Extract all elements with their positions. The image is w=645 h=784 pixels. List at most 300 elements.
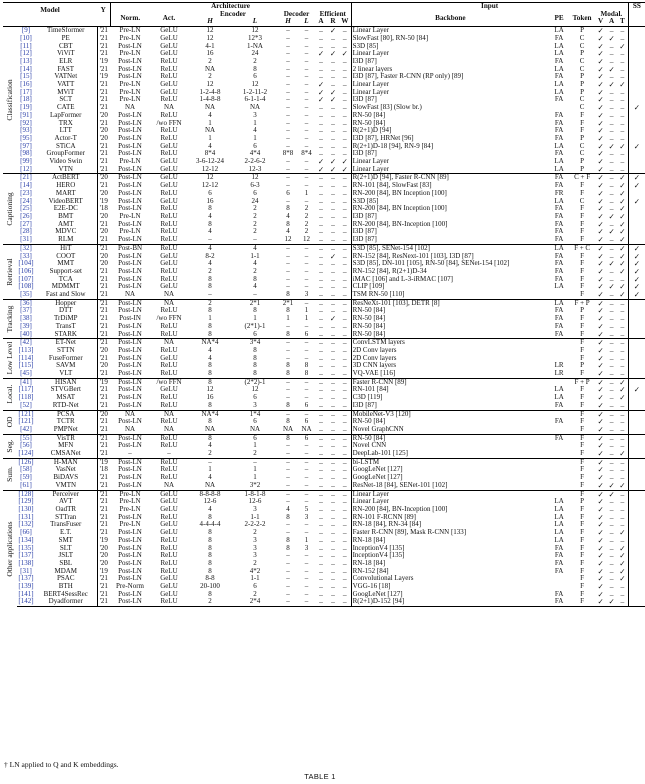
cell-pe: FA bbox=[554, 126, 564, 135]
cell-eff-r: – bbox=[331, 227, 335, 237]
cell-model-name: STTN bbox=[57, 345, 75, 354]
cell-backbone: RN-200 [84], BN-Inception [100] bbox=[351, 221, 549, 229]
group-label-text: Other applications bbox=[5, 521, 15, 577]
cell-dec-h: 8 bbox=[286, 204, 290, 213]
cell-ref[interactable]: [137] bbox=[18, 574, 34, 583]
cell-eff-r: – bbox=[331, 118, 335, 128]
cell-model-name: VLT bbox=[59, 369, 73, 378]
cell-eff-a: – bbox=[319, 219, 323, 229]
cell-eff-r: – bbox=[331, 181, 335, 191]
cell-ref[interactable]: [104] bbox=[18, 259, 34, 268]
cell-ref[interactable]: [121] bbox=[18, 417, 34, 426]
cell-eff-a: – bbox=[319, 574, 323, 584]
cell-dec-h: 2*1 bbox=[278, 299, 298, 307]
cell-ref[interactable]: [33] bbox=[20, 251, 32, 260]
cell-ref[interactable]: [15] bbox=[20, 72, 32, 81]
cell-enc-h: 4 bbox=[208, 345, 212, 354]
cell-pe: LA bbox=[554, 41, 564, 50]
cell-eff-r: – bbox=[331, 400, 335, 410]
cell-pe: FA bbox=[554, 227, 564, 236]
cell-norm: Pre-LN bbox=[119, 80, 141, 89]
cell-eff-a: – bbox=[315, 27, 327, 35]
cell-mod-a: – bbox=[609, 512, 614, 522]
cell-enc-h: 4 bbox=[208, 211, 212, 220]
cell-ref[interactable]: [59] bbox=[20, 473, 32, 482]
cell-enc-l: 2*1 bbox=[232, 299, 278, 307]
cell-mod-t: ✓ bbox=[619, 80, 626, 90]
cell-backbone: Faster R-CNN [89], Mask R-CNN [133] bbox=[351, 529, 549, 537]
cell-ref[interactable]: [118] bbox=[18, 393, 34, 402]
cell-year: '21 bbox=[97, 244, 110, 252]
cell-ref[interactable]: [42] bbox=[17, 339, 35, 347]
cell-ref[interactable]: [135] bbox=[18, 543, 34, 552]
cell-year: '20 bbox=[97, 253, 110, 261]
cell-dec-h: – bbox=[286, 274, 290, 283]
header-act: Act. bbox=[162, 13, 176, 22]
cell-ref[interactable]: [93] bbox=[20, 126, 32, 135]
cell-ref[interactable]: [117] bbox=[18, 385, 34, 394]
cell-ref[interactable]: [23] bbox=[20, 188, 32, 197]
cell-eff-w: – bbox=[342, 219, 347, 229]
cell-token: F + P bbox=[569, 299, 595, 307]
cell-enc-h: 12 bbox=[188, 27, 232, 35]
cell-model-name: HERO bbox=[56, 181, 76, 190]
cell-mod-v: ✓ bbox=[597, 574, 604, 584]
cell-dec-l: – bbox=[304, 449, 309, 458]
cell-ref[interactable]: [137] bbox=[18, 551, 34, 560]
cell-activation: NA bbox=[163, 480, 175, 489]
cell-mod-t: ✓ bbox=[619, 196, 626, 206]
cell-eff-a: – bbox=[319, 266, 323, 276]
cell-ref[interactable]: [142] bbox=[18, 597, 34, 606]
cell-ref[interactable]: [18] bbox=[20, 95, 32, 104]
cell-enc-h: 16 bbox=[206, 196, 214, 205]
cell-dec-l: – bbox=[304, 164, 309, 173]
cell-ref[interactable]: [17] bbox=[20, 87, 32, 96]
cell-pe: LA bbox=[549, 244, 569, 252]
cell-ss: ✓ bbox=[628, 268, 645, 276]
cell-year: '21 bbox=[97, 331, 110, 339]
cell-backbone: GoogLeNet [127] bbox=[351, 591, 549, 599]
cell-token: F bbox=[580, 369, 585, 378]
cell-enc-h: 8-8-8-8 bbox=[188, 490, 232, 498]
cell-year: '21 bbox=[97, 583, 110, 591]
cell-enc-h: 4 bbox=[208, 110, 212, 119]
cell-mod-a: – bbox=[609, 400, 614, 410]
cell-token: C + F bbox=[569, 174, 595, 182]
cell-year: '21 bbox=[97, 450, 110, 458]
cell-enc-h: 4 bbox=[208, 353, 212, 362]
cell-ref[interactable]: [97] bbox=[20, 141, 32, 150]
cell-year: '21 bbox=[97, 143, 110, 151]
cell-ss bbox=[628, 529, 645, 537]
cell-backbone: Linear Layer bbox=[351, 81, 549, 89]
cell-backbone: MobileNet-V3 [120] bbox=[351, 410, 549, 418]
cell-eff-r: ✓ bbox=[329, 164, 337, 174]
cell-ref[interactable]: [106] bbox=[18, 266, 34, 275]
group-label bbox=[3, 434, 17, 458]
cell-model-name: Support-set bbox=[49, 266, 82, 275]
cell-ref[interactable]: [35] bbox=[20, 290, 32, 299]
cell-ref[interactable]: [24] bbox=[20, 196, 32, 205]
cell-ss bbox=[628, 498, 645, 506]
table-row bbox=[3, 482, 645, 490]
cell-ref[interactable]: [95] bbox=[20, 133, 32, 142]
cell-eff-r: – bbox=[331, 465, 335, 475]
cell-year: '21 bbox=[97, 442, 110, 450]
cell-enc-h: 12 bbox=[188, 174, 232, 182]
cell-pe: LA bbox=[554, 393, 564, 402]
cell-ref[interactable]: [31] bbox=[20, 566, 32, 575]
cell-mod-v: ✓ bbox=[595, 339, 606, 347]
cell-year: '21 bbox=[97, 158, 110, 166]
cell-dec-l: – bbox=[304, 181, 309, 190]
cell-ref[interactable]: [28] bbox=[20, 227, 32, 236]
cell-ref[interactable]: [39] bbox=[20, 321, 32, 330]
cell-eff-w: – bbox=[342, 424, 347, 434]
cell-ref[interactable]: [42] bbox=[20, 424, 32, 433]
cell-eff-w: – bbox=[342, 505, 347, 514]
cell-enc-h: 8 bbox=[208, 589, 212, 598]
cell-ref[interactable]: [13] bbox=[20, 56, 32, 65]
cell-eff-r: – bbox=[331, 41, 335, 51]
cell-dec-l: 2 bbox=[304, 227, 309, 236]
cell-ref[interactable]: [12] bbox=[20, 164, 32, 173]
cell-token: F bbox=[580, 219, 585, 228]
cell-mod-a: – bbox=[609, 393, 614, 403]
cell-year: '21 bbox=[97, 402, 110, 410]
cell-mod-a: – bbox=[609, 118, 614, 128]
cell-pe: FA bbox=[554, 543, 564, 552]
cell-ref[interactable]: [31] bbox=[20, 235, 32, 244]
table-row bbox=[3, 291, 645, 299]
header-enc-l: L bbox=[232, 18, 278, 26]
cell-eff-w: – bbox=[342, 441, 347, 451]
header-pe: PE bbox=[554, 13, 564, 22]
cell-ref[interactable]: [108] bbox=[18, 282, 34, 291]
cell-mod-a: – bbox=[609, 235, 614, 245]
cell-eff-a: – bbox=[319, 465, 323, 475]
cell-mod-a: ✓ bbox=[608, 80, 615, 90]
cell-eff-a: – bbox=[319, 558, 323, 568]
cell-activation: ReLU bbox=[160, 274, 178, 283]
cell-activation: GeLU bbox=[160, 528, 178, 537]
cell-ref[interactable]: [25] bbox=[20, 204, 32, 213]
cell-dec-h: 8 bbox=[286, 512, 290, 521]
cell-activation: ReLU bbox=[160, 266, 178, 275]
cell-model-name: JSLT bbox=[58, 551, 74, 560]
cell-enc-h: 8 bbox=[208, 535, 212, 544]
cell-enc-l: 3 bbox=[253, 535, 257, 544]
cell-model-name: CATE bbox=[57, 103, 75, 112]
cell-mod-v: ✓ bbox=[597, 441, 604, 451]
cell-model-name: HiT bbox=[35, 244, 97, 252]
cell-model-name: LapFormer bbox=[50, 110, 82, 119]
cell-ss bbox=[628, 362, 645, 370]
cell-year: '20 bbox=[97, 228, 110, 236]
cell-backbone: Linear Layer bbox=[351, 166, 549, 174]
cell-mod-v: ✓ bbox=[597, 558, 604, 568]
cell-ref[interactable]: [16] bbox=[20, 80, 32, 89]
cell-enc-l: 6 bbox=[253, 141, 257, 150]
cell-eff-a: – bbox=[315, 339, 327, 347]
cell-mod-a: – bbox=[606, 299, 617, 307]
cell-activation: ReLU bbox=[160, 393, 178, 402]
cell-ref[interactable]: [66] bbox=[20, 528, 32, 537]
cell-dec-l: – bbox=[304, 353, 309, 362]
header-eff-a: A bbox=[315, 18, 327, 26]
cell-ref[interactable]: [40] bbox=[20, 329, 32, 338]
cell-year: '19 bbox=[97, 458, 110, 466]
cell-ref[interactable]: [113] bbox=[18, 345, 34, 354]
cell-pe bbox=[549, 466, 569, 474]
cell-eff-r: – bbox=[331, 353, 335, 363]
cell-enc-l: 1-8-1-8 bbox=[232, 490, 278, 498]
cell-ref[interactable]: [10] bbox=[20, 33, 32, 42]
cell-mod-a: ✓ bbox=[608, 227, 615, 237]
cell-ref[interactable]: [52] bbox=[20, 400, 32, 409]
cell-mod-a: – bbox=[609, 157, 614, 167]
cell-ref[interactable]: [128] bbox=[18, 489, 34, 498]
cell-ref[interactable]: [130] bbox=[18, 505, 34, 513]
cell-mod-t: – bbox=[617, 458, 628, 466]
cell-year: '21 bbox=[97, 591, 110, 599]
cell-activation: ReLU bbox=[150, 244, 188, 252]
cell-ref[interactable]: [134] bbox=[18, 535, 34, 544]
cell-dec-l: – bbox=[304, 56, 309, 65]
cell-backbone: SlowFast [83] (Slow br.) bbox=[351, 104, 549, 112]
cell-mod-v: ✓ bbox=[597, 56, 604, 66]
cell-eff-r: – bbox=[331, 259, 335, 269]
cell-pe: FA bbox=[549, 434, 569, 442]
cell-enc-h: 16 bbox=[206, 393, 214, 402]
cell-ref[interactable]: [14] bbox=[20, 64, 32, 73]
cell-eff-w: – bbox=[342, 361, 347, 371]
cell-norm: Post-LN bbox=[118, 219, 142, 228]
cell-ref[interactable]: [11] bbox=[20, 41, 32, 50]
cell-ref[interactable]: [14] bbox=[20, 181, 32, 190]
cell-ref[interactable]: [139] bbox=[18, 582, 34, 591]
cell-ss: ✓ bbox=[628, 244, 645, 252]
cell-model-name: VasNet bbox=[55, 465, 76, 474]
cell-token: F bbox=[580, 589, 585, 598]
cell-eff-w: – bbox=[342, 141, 347, 151]
cell-year: '21 bbox=[97, 339, 110, 347]
cell-dec-h: – bbox=[286, 181, 290, 190]
cell-dec-l: – bbox=[304, 141, 309, 150]
cell-dec-h: – bbox=[286, 589, 290, 598]
cell-mod-a: – bbox=[609, 41, 614, 51]
cell-mod-v: ✓ bbox=[595, 598, 606, 606]
cell-ref[interactable]: [131] bbox=[18, 512, 34, 521]
cell-norm: Post-LN bbox=[118, 400, 142, 409]
cell-ref[interactable]: [141] bbox=[18, 589, 34, 598]
cell-mod-a: ✓ bbox=[608, 480, 615, 490]
cell-eff-w: – bbox=[342, 118, 347, 128]
cell-ref[interactable]: [58] bbox=[20, 465, 32, 474]
cell-ref[interactable]: [138] bbox=[18, 558, 34, 567]
cell-mod-v: ✓ bbox=[597, 87, 604, 97]
cell-enc-h: 2 bbox=[188, 598, 232, 606]
cell-eff-a: – bbox=[319, 449, 323, 459]
cell-dec-l: – bbox=[304, 49, 309, 58]
cell-ref[interactable]: [124] bbox=[18, 449, 34, 458]
cell-backbone: VGG-16 [18] bbox=[351, 583, 549, 591]
cell-ss bbox=[628, 458, 645, 466]
cell-token: F bbox=[569, 598, 595, 606]
cell-dec-h: – bbox=[278, 27, 298, 35]
cell-year: '21 bbox=[97, 276, 110, 284]
cell-pe: FA bbox=[554, 589, 564, 598]
cell-eff-w: – bbox=[342, 227, 347, 237]
cell-dec-l: – bbox=[298, 244, 315, 252]
cell-dec-h: 8 bbox=[278, 434, 298, 442]
cell-mod-a: – bbox=[609, 417, 614, 427]
cell-eff-w: – bbox=[342, 528, 347, 538]
cell-ss bbox=[628, 89, 645, 97]
cell-activation: ReLU bbox=[160, 321, 178, 330]
cell-mod-t: ✓ bbox=[619, 188, 626, 198]
cell-ref[interactable]: [45] bbox=[20, 369, 32, 378]
cell-eff-a: – bbox=[319, 385, 323, 395]
cell-eff-r: ✓ bbox=[327, 27, 339, 35]
cell-ref[interactable]: [21] bbox=[17, 174, 35, 182]
cell-ref[interactable]: [92] bbox=[20, 118, 32, 127]
cell-token: F bbox=[580, 505, 585, 513]
cell-dec-l: – bbox=[304, 259, 309, 268]
group-label bbox=[3, 244, 17, 299]
cell-mod-v: ✓ bbox=[597, 157, 604, 167]
cell-eff-a: – bbox=[319, 535, 323, 545]
cell-backbone: GoogLeNet [127] bbox=[351, 466, 549, 474]
cell-enc-l: 12 bbox=[251, 80, 259, 89]
cell-eff-w: – bbox=[342, 133, 347, 143]
cell-pe: LA bbox=[549, 27, 569, 35]
cell-ref[interactable]: [27] bbox=[20, 219, 32, 228]
cell-dec-l: – bbox=[304, 520, 309, 529]
cell-activation: NA bbox=[163, 290, 175, 299]
cell-pe: FA bbox=[554, 400, 564, 409]
cell-dec-l: 12 bbox=[303, 235, 310, 244]
cell-eff-w: – bbox=[342, 321, 347, 331]
cell-eff-w: – bbox=[342, 400, 347, 410]
cell-dec-l: – bbox=[304, 345, 309, 354]
cell-backbone: iMAC [106] and L-3-iRMAC [107] bbox=[351, 276, 549, 284]
cell-enc-l: 1 bbox=[253, 118, 257, 127]
cell-ref[interactable]: [107] bbox=[18, 274, 34, 283]
cell-dec-l: – bbox=[304, 157, 309, 166]
cell-ss bbox=[628, 575, 645, 583]
cell-dec-h: – bbox=[286, 33, 290, 42]
cell-ref[interactable]: [32] bbox=[17, 244, 35, 252]
cell-ref[interactable]: [12] bbox=[20, 49, 32, 58]
cell-backbone: Linear Layer bbox=[351, 158, 549, 166]
cell-year: '21 bbox=[97, 394, 110, 402]
cell-ref[interactable]: [19] bbox=[20, 103, 32, 112]
cell-ref[interactable]: [114] bbox=[18, 353, 34, 362]
cell-eff-a: – bbox=[315, 490, 327, 498]
cell-ref[interactable]: [9] bbox=[17, 27, 35, 35]
cell-pe: FA bbox=[554, 551, 564, 560]
cell-ref[interactable]: [38] bbox=[20, 314, 32, 323]
cell-mod-v: ✓ bbox=[597, 118, 604, 128]
cell-dec-h: – bbox=[286, 80, 290, 89]
cell-eff-a: ✓ bbox=[317, 80, 325, 90]
cell-mod-a: – bbox=[609, 449, 614, 459]
cell-model-name: VATNet bbox=[54, 72, 78, 81]
cell-ss bbox=[628, 127, 645, 135]
cell-ref[interactable]: [132] bbox=[18, 520, 34, 529]
cell-enc-h: 6 bbox=[208, 188, 212, 197]
cell-dec-l: – bbox=[304, 133, 309, 142]
cell-token: F bbox=[580, 473, 585, 482]
cell-mod-t: – bbox=[620, 157, 625, 167]
cell-pe: LA bbox=[554, 385, 564, 394]
cell-backbone: Linear Layer bbox=[351, 50, 549, 58]
cell-ref[interactable]: [91] bbox=[20, 110, 32, 119]
cell-enc-h: 1 bbox=[208, 314, 212, 323]
cell-pe: LA bbox=[554, 87, 564, 96]
cell-mod-a: ✓ bbox=[608, 64, 615, 74]
cell-ref[interactable]: [37] bbox=[20, 306, 32, 315]
header-input: Input bbox=[351, 3, 628, 11]
cell-enc-h: 1-2-4-8 bbox=[199, 87, 221, 96]
cell-eff-w: – bbox=[342, 574, 347, 584]
cell-dec-h: 12 bbox=[284, 235, 292, 244]
cell-enc-l: 6-3 bbox=[250, 181, 260, 190]
cell-norm: Post-LN bbox=[110, 598, 150, 606]
cell-pe: LA bbox=[554, 520, 564, 529]
cell-ref[interactable]: [36] bbox=[17, 299, 35, 307]
cell-activation: ReLU bbox=[160, 204, 178, 213]
cell-pe: LA bbox=[549, 299, 569, 307]
cell-ref[interactable]: [55] bbox=[17, 434, 35, 442]
cell-backbone: InceptionV4 [135] bbox=[351, 545, 549, 553]
cell-dec-l: – bbox=[298, 490, 315, 498]
cell-ref[interactable]: [56] bbox=[20, 441, 32, 450]
cell-mod-t: ✓ bbox=[619, 141, 626, 151]
cell-eff-r: – bbox=[331, 505, 335, 514]
cell-ref[interactable]: [121] bbox=[18, 409, 34, 418]
table-row bbox=[3, 598, 645, 606]
cell-ref[interactable]: [41] bbox=[17, 378, 35, 386]
cell-ref[interactable]: [126] bbox=[18, 457, 34, 466]
cell-activation: ReLU bbox=[160, 64, 178, 73]
cell-ref[interactable]: [99] bbox=[20, 157, 32, 166]
cell-year: '21 bbox=[97, 120, 110, 128]
cell-ref[interactable]: [129] bbox=[18, 497, 34, 506]
cell-ref[interactable]: [26] bbox=[20, 211, 32, 220]
cell-ref[interactable]: [115] bbox=[18, 361, 34, 370]
cell-backbone: Convolutional Layers bbox=[351, 575, 549, 583]
cell-norm: Post-LN bbox=[118, 306, 142, 315]
group-label bbox=[3, 299, 17, 339]
cell-ref[interactable]: [98] bbox=[20, 149, 32, 158]
cell-enc-h: 16 bbox=[206, 49, 214, 58]
cell-activation: ReLU bbox=[160, 133, 178, 142]
cell-ss bbox=[628, 466, 645, 474]
cell-model-name: LTT bbox=[59, 126, 72, 135]
cell-mod-a: – bbox=[609, 188, 614, 198]
cell-eff-r: – bbox=[327, 244, 339, 252]
cell-eff-a: – bbox=[319, 353, 323, 363]
cell-mod-a: – bbox=[609, 465, 614, 475]
cell-dec-l: – bbox=[298, 598, 315, 606]
cell-eff-w: – bbox=[342, 41, 347, 51]
cell-activation: ReLU bbox=[160, 211, 178, 220]
cell-norm: Post-LN bbox=[118, 512, 142, 521]
cell-ref[interactable]: [61] bbox=[20, 480, 32, 489]
